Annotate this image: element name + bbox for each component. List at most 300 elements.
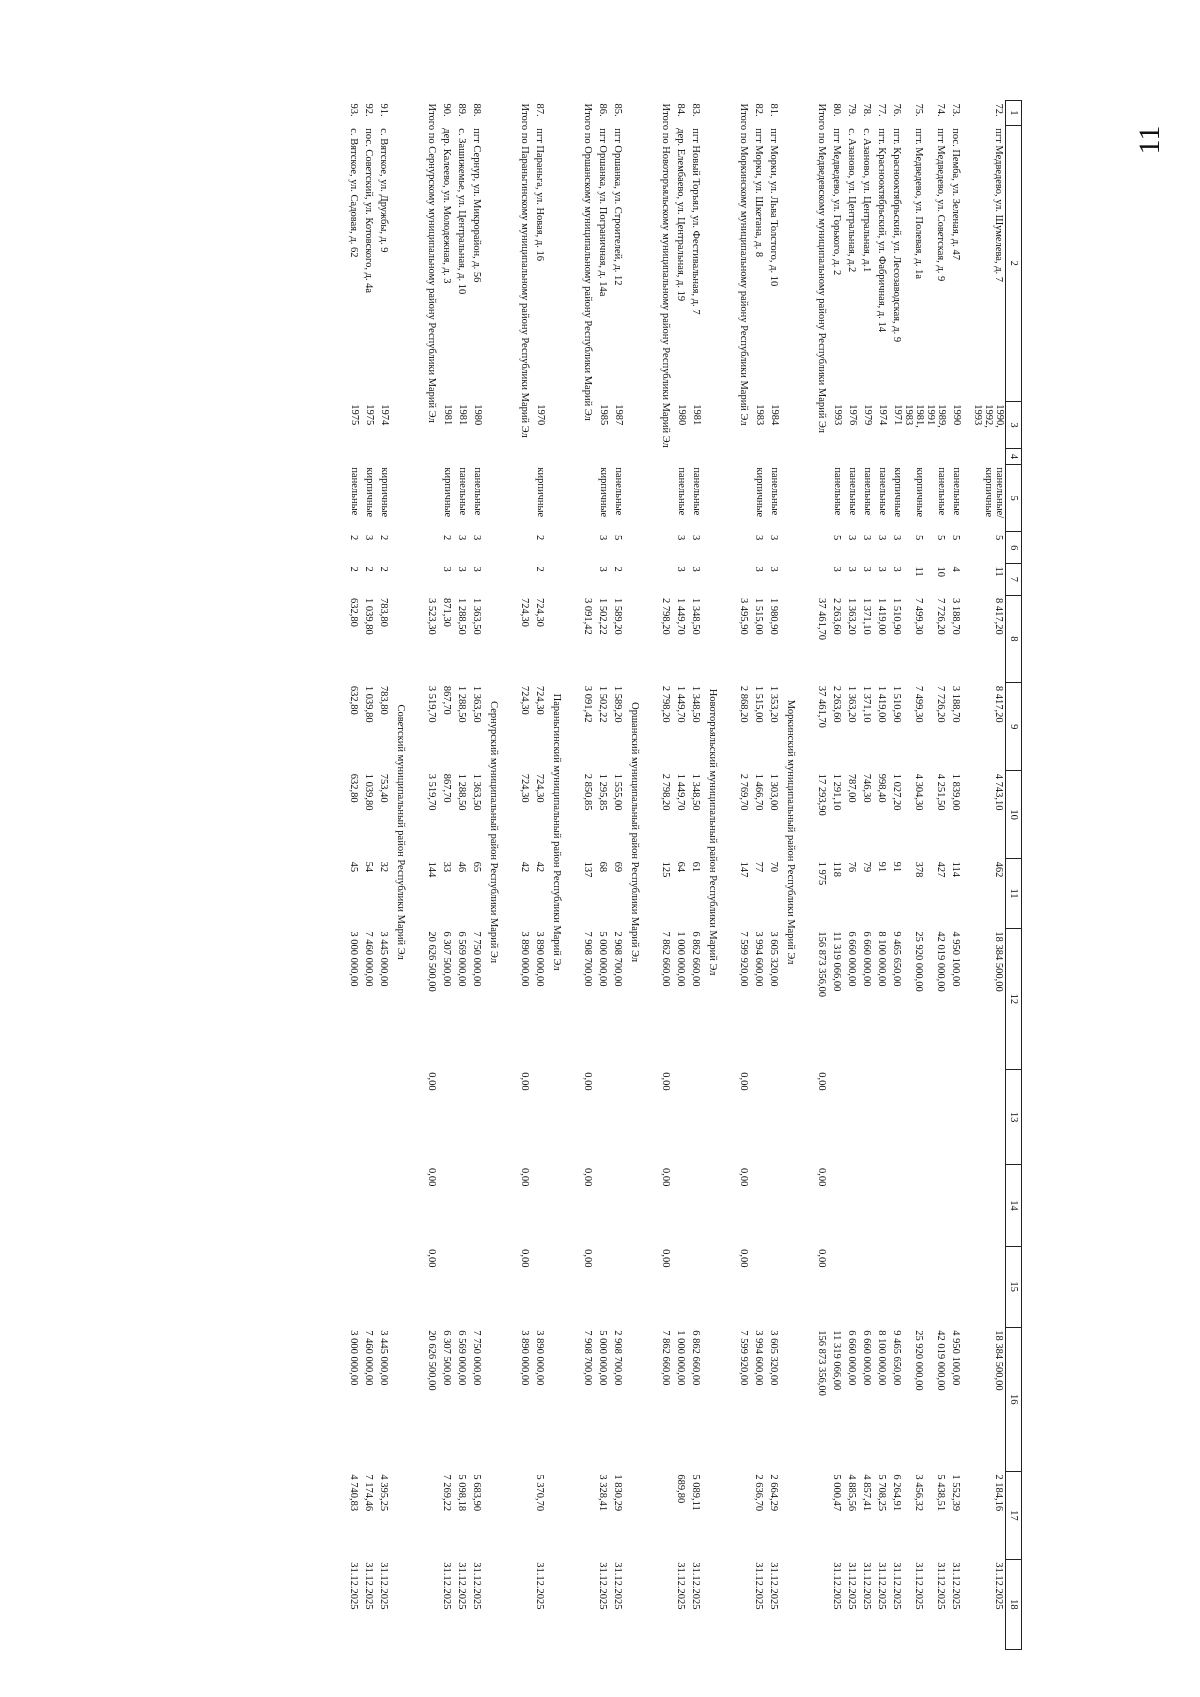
table-row <box>531 101 546 1650</box>
cell-col-17 <box>651 1471 672 1559</box>
subtotal-row <box>729 101 750 1650</box>
cell-col-12: 1 000 000,00 <box>675 931 686 987</box>
cell-col-2: пгт Морки, ул. Шкетана, д. 8 <box>753 128 764 258</box>
cell-col-3: 1989, 1991 <box>925 404 947 428</box>
cell-col-7: 3 <box>861 566 872 572</box>
table-row <box>947 101 962 1650</box>
cell-col-12: 3 994 600,00 <box>753 931 764 987</box>
cell-col-3: 1970 <box>535 404 546 426</box>
table-row <box>765 101 780 1650</box>
cell-col-10: 1 348,50 <box>690 773 701 811</box>
cell-col-10: 4 304,30 <box>913 773 924 811</box>
cell-col-18: 31.12.2025 <box>612 1562 623 1610</box>
cell-col-6: 3 <box>876 534 887 541</box>
cell-col-18: 31.12.2025 <box>993 1562 1004 1610</box>
cell-col-2: с. Азаново, ул. Центральная, д.2 <box>846 128 857 273</box>
cell-col-1: 84. <box>675 103 686 117</box>
table-row <box>828 101 843 1650</box>
cell-col-11: 91 <box>891 861 902 873</box>
page-number: 11 <box>1133 125 1166 155</box>
cell-col-7: 3 <box>441 566 452 572</box>
cell-col-12: 3 890 000,00 <box>519 931 530 987</box>
cell-col-2: пгт. Краснооктябрьский, ул. Лесозаводская, д. 9 <box>891 128 902 343</box>
cell-col-7: 2 <box>348 566 359 572</box>
district-heading: Советский муниципальный район Республики Марий Эл <box>395 704 406 960</box>
cell-col-10: 2 798,20 <box>660 773 671 811</box>
cell-col-4 <box>375 449 390 465</box>
cell-col-5: панельные <box>691 467 702 516</box>
cell-col-11: 77 <box>753 861 764 873</box>
cell-col-14 <box>888 1165 903 1246</box>
cell-col-11: 70 <box>768 861 779 873</box>
cell-col-9: 2 798,20 <box>660 685 671 723</box>
cell-col-15 <box>750 1246 765 1327</box>
cell-col-10: 1 839,00 <box>950 773 961 811</box>
cell-col-6: 5 <box>993 534 1004 541</box>
cell-col-11: 76 <box>846 861 857 873</box>
cell-col-15 <box>438 1246 453 1327</box>
cell-col-11: 65 <box>471 861 482 873</box>
cell-col-9: 724,30 <box>534 685 545 715</box>
cell-col-7: 2 <box>378 566 389 572</box>
cell-col-13 <box>672 1069 687 1165</box>
cell-col-1: 92. <box>363 103 374 117</box>
subtotal-row <box>807 101 828 1650</box>
cell-col-18: 31.12.2025 <box>456 1562 467 1610</box>
cell-col-13 <box>947 1069 962 1165</box>
cell-col-10: 867,70 <box>441 773 452 803</box>
cell-col-9: 1 348,50 <box>690 685 701 723</box>
cell-col-16: 8 100 000,00 <box>876 1330 887 1386</box>
cell-col-1: 88. <box>471 103 482 117</box>
district-spacer-cell <box>483 101 510 596</box>
district-spacer-cell <box>390 101 417 596</box>
cell-col-7: 2 <box>612 566 623 572</box>
cell-col-3: 1974 <box>379 404 390 426</box>
cell-col-8: 3 188,70 <box>950 598 961 635</box>
cell-col-12: 7 599 920,00 <box>738 931 749 987</box>
cell-col-11: 64 <box>675 861 686 873</box>
column-header-10: 10 <box>1006 771 1022 859</box>
cell-col-12: 6 307 500,00 <box>441 931 452 987</box>
cell-col-2: пгт. Краснооктябрьский, ул. Фабричная, д. 14 <box>876 128 887 333</box>
cell-col-14 <box>468 1165 483 1246</box>
cell-col-3: 1990, 1992, 1993 <box>972 404 1005 428</box>
cell-col-15: 0,00 <box>738 1249 749 1268</box>
cell-col-12: 42 019 000,00 <box>935 931 946 992</box>
cell-col-17 <box>573 1471 594 1559</box>
subtotal-label: Итого по Параньгинскому муниципальному району Республики Марий Эл <box>519 103 530 438</box>
district-spacer-cell <box>390 1069 417 1649</box>
cell-col-12: 156 873 356,00 <box>816 931 827 998</box>
cell-col-8: 2 263,60 <box>831 598 842 635</box>
cell-col-3: 1975 <box>349 404 360 426</box>
column-header-9: 9 <box>1006 683 1022 771</box>
cell-col-12: 3 445 000,00 <box>378 931 389 987</box>
district-spacer-cell <box>546 1069 573 1649</box>
cell-col-3: 1981 <box>442 404 453 426</box>
cell-col-17: 5 000,47 <box>831 1474 842 1512</box>
cell-col-18 <box>510 1559 531 1649</box>
cell-col-4 <box>345 449 360 465</box>
cell-col-2: пгт Медведево, ул. Советская, д. 9 <box>935 128 946 282</box>
cell-col-12: 5 000 000,00 <box>597 931 608 987</box>
cell-col-8: 1 515,00 <box>753 598 764 635</box>
cell-col-10: 1 295,85 <box>597 773 608 811</box>
cell-col-11: 114 <box>950 861 961 877</box>
cell-col-16: 7 862 660,00 <box>660 1330 671 1386</box>
cell-col-5: кирпичные <box>535 467 546 518</box>
cell-col-14 <box>453 1165 468 1246</box>
cell-col-15 <box>925 1246 947 1327</box>
cell-col-9: 7 499,30 <box>913 685 924 723</box>
cell-col-1: 85. <box>612 103 623 117</box>
cell-col-16: 1 000 000,00 <box>675 1330 686 1386</box>
cell-col-14: 0,00 <box>738 1167 749 1187</box>
cell-col-5: кирпичные <box>442 467 453 518</box>
cell-col-14 <box>345 1165 360 1246</box>
district-spacer-cell <box>702 101 729 596</box>
cell-col-14 <box>687 1165 702 1246</box>
cell-col-17 <box>729 1471 750 1559</box>
cell-col-17: 5 708,25 <box>876 1474 887 1512</box>
cell-col-9: 724,30 <box>519 685 530 715</box>
cell-col-16: 4 950 100,00 <box>950 1330 961 1386</box>
cell-col-10: 2 769,70 <box>738 773 749 811</box>
cell-col-17: 2 664,29 <box>768 1474 779 1512</box>
district-heading-row <box>390 101 417 1650</box>
cell-col-13 <box>888 1069 903 1165</box>
column-header-1: 1 <box>1006 101 1022 126</box>
cell-col-14 <box>858 1165 873 1246</box>
cell-col-17: 2 184,16 <box>993 1474 1004 1512</box>
subtotal-label: Итого по Новоторъяльскому муниципальному району Республики Марий Эл <box>660 103 671 448</box>
cell-col-9: 2 868,20 <box>738 685 749 723</box>
cell-col-17: 3 328,41 <box>597 1474 608 1512</box>
cell-col-9: 1 502,22 <box>597 685 608 723</box>
cell-col-9: 3 188,70 <box>950 685 961 723</box>
cell-col-11: 137 <box>582 861 593 878</box>
cell-col-17: 5 370,70 <box>534 1474 545 1512</box>
cell-col-5: кирпичные <box>598 467 609 518</box>
cell-col-9: 3 091,42 <box>582 685 593 723</box>
cell-col-12: 18 384 500,00 <box>993 931 1004 992</box>
cell-col-8: 632,80 <box>348 598 359 627</box>
cell-col-9: 1 515,00 <box>753 685 764 723</box>
cell-col-14 <box>672 1165 687 1246</box>
cell-col-5: кирпичные <box>892 467 903 518</box>
cell-col-16: 5 000 000,00 <box>597 1330 608 1386</box>
cell-col-18 <box>729 1559 750 1649</box>
cell-col-4 <box>360 449 375 465</box>
cell-col-2: пгт Медведево, ул. Шумелева, д. 7 <box>993 128 1004 283</box>
cell-col-11: 79 <box>861 861 872 873</box>
cell-col-4 <box>858 449 873 465</box>
cell-col-5: панельные <box>613 467 624 516</box>
cell-col-17: 689,80 <box>675 1474 686 1504</box>
cell-col-18: 31.12.2025 <box>378 1562 389 1610</box>
cell-col-5: панельные <box>936 467 947 516</box>
cell-col-12: 8 100 000,00 <box>876 931 887 987</box>
cell-col-5: панельные <box>951 467 962 516</box>
cell-col-8: 1 980,90 <box>768 598 779 635</box>
cell-col-18: 31.12.2025 <box>534 1562 545 1610</box>
cell-col-17: 5 438,51 <box>935 1474 946 1512</box>
cell-col-8: 1 348,50 <box>690 598 701 635</box>
cell-col-10: 1 555,00 <box>612 773 623 811</box>
cell-col-14 <box>765 1165 780 1246</box>
cell-col-9: 1 419,00 <box>876 685 887 723</box>
cell-col-10: 1 466,70 <box>753 773 764 811</box>
cell-col-4 <box>750 449 765 465</box>
cell-col-1: 83. <box>690 103 701 117</box>
cell-col-6: 3 <box>690 534 701 541</box>
cell-col-9: 37 461,70 <box>816 685 827 728</box>
cell-col-13 <box>750 1069 765 1165</box>
cell-col-3: 1981, 1983 <box>903 404 925 428</box>
cell-col-15 <box>360 1246 375 1327</box>
cell-col-14: 0,00 <box>519 1167 530 1187</box>
cell-col-13: 0,00 <box>582 1072 593 1091</box>
cell-col-1: 91. <box>378 103 389 117</box>
cell-col-14 <box>873 1165 888 1246</box>
cell-col-17: 3 456,32 <box>913 1474 924 1512</box>
cell-col-5: кирпичные <box>379 467 390 518</box>
cell-col-11: 68 <box>597 861 608 873</box>
cell-col-17 <box>807 1471 828 1559</box>
cell-col-8: 7 499,30 <box>913 598 924 635</box>
cell-col-14 <box>925 1165 947 1246</box>
cell-col-13 <box>903 1069 925 1165</box>
cell-col-18: 31.12.2025 <box>348 1562 359 1610</box>
column-header-11: 11 <box>1006 859 1022 929</box>
spacer-cell <box>962 101 972 1650</box>
cell-col-13: 0,00 <box>660 1072 671 1091</box>
cell-col-17: 4 740,83 <box>348 1474 359 1512</box>
subtotal-label: Итого по Медведевскому муниципальному району Республики Марий Эл <box>816 103 827 434</box>
cell-col-2: с. Азаново, ул. Центральная, д.1 <box>861 128 872 273</box>
cell-col-15 <box>468 1246 483 1327</box>
cell-col-10: 724,30 <box>519 773 530 803</box>
cell-col-16: 2 908 700,00 <box>612 1330 623 1386</box>
table-row <box>438 101 453 1650</box>
cell-col-1: 93. <box>348 103 359 117</box>
cell-col-7: 10 <box>935 566 946 577</box>
cell-col-7: 3 <box>891 566 902 572</box>
cell-col-9: 1 039,80 <box>363 685 374 723</box>
cell-col-18: 31.12.2025 <box>363 1562 374 1610</box>
cell-col-6: 3 <box>753 534 764 541</box>
cell-col-4 <box>972 449 1006 465</box>
cell-col-9: 1 589,20 <box>612 685 623 723</box>
cell-col-13 <box>687 1069 702 1165</box>
cell-col-10: 4 743,10 <box>993 773 1004 811</box>
cell-col-16: 20 626 500,00 <box>426 1330 437 1391</box>
cell-col-16: 3 994 600,00 <box>753 1330 764 1386</box>
cell-col-15: 0,00 <box>582 1249 593 1268</box>
table-row <box>888 101 903 1650</box>
cell-col-17: 7 269,22 <box>441 1474 452 1512</box>
cell-col-5: кирпичные <box>914 467 925 518</box>
cell-col-15 <box>843 1246 858 1327</box>
cell-col-11: 69 <box>612 861 623 873</box>
cell-col-12: 25 920 000,00 <box>913 931 924 992</box>
cell-col-1: 75. <box>913 103 924 117</box>
cell-col-1: 80. <box>831 103 842 117</box>
cell-col-17: 5 089,11 <box>690 1474 701 1511</box>
cell-col-2: пгт Параньга, ул. Новая, д. 16 <box>534 128 545 261</box>
cell-col-10: 724,30 <box>534 773 545 803</box>
cell-col-6: 5 <box>935 534 946 541</box>
cell-col-7: 2 <box>363 566 374 572</box>
cell-col-3: 1971 <box>892 404 903 426</box>
cell-col-1: 78. <box>861 103 872 117</box>
cell-col-11: 46 <box>456 861 467 873</box>
cell-col-11: 378 <box>913 861 924 878</box>
cell-col-1: 89. <box>456 103 467 117</box>
cell-col-10: 1 039,80 <box>363 773 374 811</box>
cell-col-7: 3 <box>846 566 857 572</box>
cell-col-3: 1983 <box>754 404 765 426</box>
cell-col-8: 724,30 <box>519 598 530 627</box>
cell-col-9: 1 449,70 <box>675 685 686 723</box>
cell-col-18: 31.12.2025 <box>675 1562 686 1610</box>
cell-col-13 <box>972 1069 1006 1165</box>
cell-col-13: 0,00 <box>738 1072 749 1091</box>
cell-col-9: 1 371,10 <box>861 685 872 723</box>
table-row <box>903 101 925 1650</box>
cell-col-12: 3 000 000,00 <box>348 931 359 987</box>
cell-col-18: 31.12.2025 <box>753 1562 764 1610</box>
cell-col-12: 7 460 000,00 <box>363 931 374 987</box>
cell-col-9: 1 288,50 <box>456 685 467 723</box>
cell-col-11: 427 <box>935 861 946 878</box>
cell-col-12: 7 908 700,00 <box>582 931 593 987</box>
table-row <box>925 101 947 1650</box>
cell-col-13 <box>609 1069 624 1165</box>
cell-col-8: 1 288,50 <box>456 598 467 635</box>
cell-col-16: 7 908 700,00 <box>582 1330 593 1386</box>
cell-col-6: 3 <box>675 534 686 541</box>
column-header-14: 14 <box>1006 1165 1022 1246</box>
cell-col-15 <box>947 1246 962 1327</box>
cell-col-17: 1 830,29 <box>612 1474 623 1512</box>
cell-col-3: 1993 <box>832 404 843 426</box>
cell-col-8: 3 523,30 <box>426 598 437 635</box>
subtotal-row <box>573 101 594 1650</box>
cell-col-11: 32 <box>378 861 389 873</box>
cell-col-3: 1984 <box>769 404 780 426</box>
cell-col-4 <box>438 449 453 465</box>
cell-col-1: 76. <box>891 103 902 117</box>
cell-col-7: 11 <box>993 566 1004 577</box>
district-heading: Параньгинский муниципальный район Республики Марий Эл <box>551 693 562 971</box>
cell-col-2: пос. Советский, ул. Котовского, д. 4а <box>363 128 374 294</box>
cell-col-16: 6 660 000,00 <box>861 1330 872 1386</box>
cell-col-16: 3 890 000,00 <box>534 1330 545 1386</box>
cell-col-1: 77. <box>876 103 887 117</box>
cell-col-13 <box>345 1069 360 1165</box>
column-header-4: 4 <box>1006 449 1022 465</box>
table-row <box>345 101 360 1650</box>
cell-col-6: 3 <box>363 534 374 541</box>
district-spacer-cell <box>780 101 807 596</box>
cell-col-10: 1 303,00 <box>768 773 779 811</box>
cell-col-17: 4 885,56 <box>846 1474 857 1512</box>
cell-col-7: 3 <box>597 566 608 572</box>
district-heading-row <box>483 101 510 1650</box>
table-row <box>609 101 624 1650</box>
cell-col-12: 4 950 100,00 <box>950 931 961 987</box>
cell-col-13 <box>858 1069 873 1165</box>
cell-col-1: 86. <box>597 103 608 117</box>
district-heading: Новоторъяльский муниципальный район Республики Марий Эл <box>707 688 718 976</box>
column-header-3: 3 <box>1006 401 1022 448</box>
cell-col-5: панельные <box>676 467 687 516</box>
cell-col-11: 42 <box>519 861 530 873</box>
cell-col-5: панельные <box>877 467 888 516</box>
cell-col-14 <box>947 1165 962 1246</box>
district-heading: Моркинский муниципальный район Республики Марий Эл <box>785 699 796 965</box>
cell-col-3: 1981 <box>457 404 468 426</box>
cell-col-2: пос. Пемба, ул. Зеленая, д. 47 <box>950 128 961 261</box>
cell-col-13 <box>375 1069 390 1165</box>
cell-col-10: 1 288,50 <box>456 773 467 811</box>
cell-col-13 <box>594 1069 609 1165</box>
cell-col-18: 31.12.2025 <box>913 1562 924 1610</box>
cell-col-15: 0,00 <box>660 1249 671 1268</box>
cell-col-2: пгт Оршанка, ул. Пограничная, д. 14а <box>597 128 608 297</box>
cell-col-13 <box>925 1069 947 1165</box>
column-header-18: 18 <box>1006 1559 1022 1649</box>
cell-col-11: 118 <box>831 861 842 877</box>
cell-col-13 <box>873 1069 888 1165</box>
cell-col-17: 2 636,70 <box>753 1474 764 1512</box>
cell-col-17: 5 683,90 <box>471 1474 482 1512</box>
cell-col-4 <box>828 449 843 465</box>
cell-col-8: 8 417,20 <box>993 598 1004 635</box>
cell-col-3: 1979 <box>862 404 873 426</box>
cell-col-13: 0,00 <box>426 1072 437 1091</box>
cell-col-5: панельные <box>769 467 780 516</box>
cell-col-16: 6 569 000,00 <box>456 1330 467 1386</box>
cell-col-5: панельные <box>349 467 360 516</box>
cell-col-15 <box>903 1246 925 1327</box>
cell-col-8: 37 461,70 <box>816 598 827 640</box>
table-row <box>375 101 390 1650</box>
cell-col-11: 91 <box>876 861 887 873</box>
cell-col-15 <box>972 1246 1006 1327</box>
cell-col-9: 2 263,60 <box>831 685 842 723</box>
table-row <box>468 101 483 1650</box>
column-header-2: 2 <box>1006 125 1022 401</box>
cell-col-16: 3 445 000,00 <box>378 1330 389 1386</box>
district-spacer-cell <box>702 1069 729 1649</box>
cell-col-18: 31.12.2025 <box>876 1562 887 1610</box>
cell-col-11: 125 <box>660 861 671 878</box>
cell-col-3: 1985 <box>598 404 609 426</box>
district-spacer-cell <box>624 1069 651 1649</box>
cell-col-13 <box>468 1069 483 1165</box>
cell-col-15 <box>672 1246 687 1327</box>
cell-col-9: 867,70 <box>441 685 452 715</box>
cell-col-7: 3 <box>876 566 887 572</box>
cell-col-6: 3 <box>597 534 608 541</box>
cell-col-18: 31.12.2025 <box>441 1562 452 1610</box>
table-row <box>687 101 702 1650</box>
cell-col-14 <box>594 1165 609 1246</box>
cell-col-12: 11 319 066,00 <box>831 931 842 992</box>
